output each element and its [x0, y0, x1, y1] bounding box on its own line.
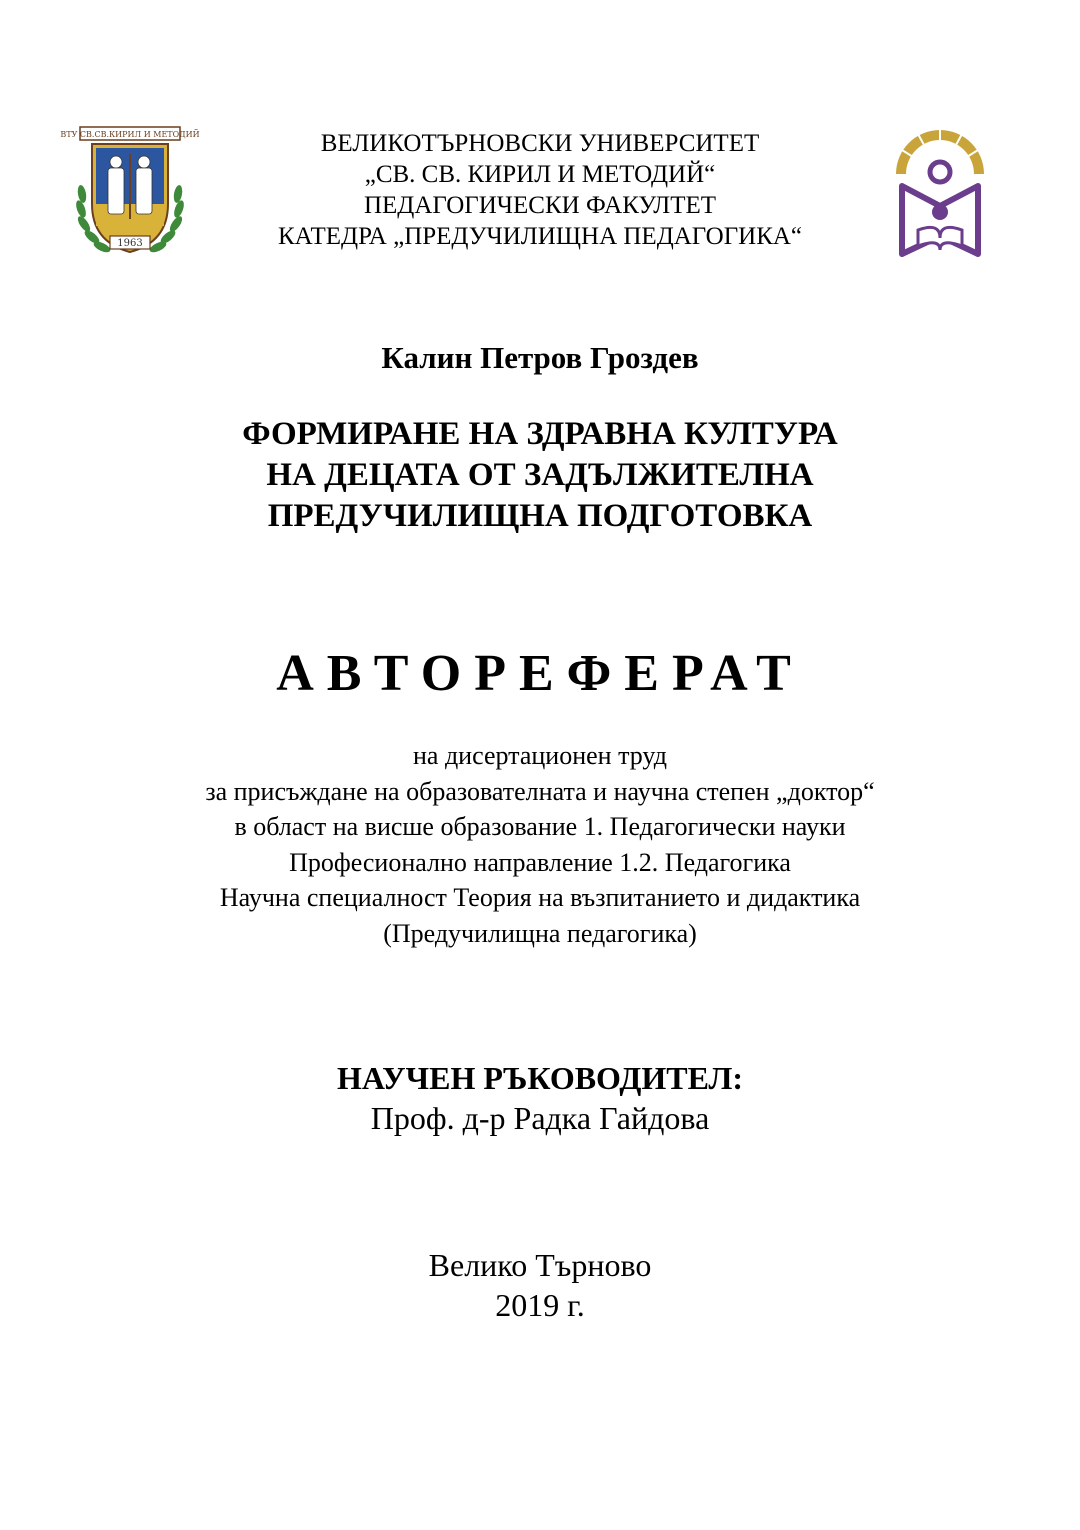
header-line-university: ВЕЛИКОТЪРНОВСКИ УНИВЕРСИТЕТ: [320, 130, 760, 157]
header-line-faculty: ПЕДАГОГИЧЕСКИ ФАКУЛТЕТ: [363, 192, 717, 219]
description-line-2: за присъждане на образователната и научна степен „доктор“: [205, 776, 875, 806]
header-line-saints: „СВ. СВ. КИРИЛ И МЕТОДИЙ“: [364, 161, 716, 188]
advisor-heading: НАУЧЕН РЪКОВОДИТЕЛ:: [336, 1060, 744, 1096]
faculty-emblem-icon: [890, 126, 990, 260]
thesis-title: [0, 414, 1080, 537]
dissertation-description: [0, 738, 1080, 951]
description-line-5: Научна специалност Теория на възпитанието и дидактика: [219, 883, 861, 912]
header-line-department: КАТЕДРА „ПРЕДУЧИЛИЩНА ПЕДАГОГИКА“: [277, 223, 803, 250]
crest-year-text: 1963: [117, 238, 143, 249]
description-line-4: Професионално направление 1.2. Педагогика: [289, 847, 791, 877]
publication-year: 2019 г.: [495, 1287, 585, 1323]
description-line-6: (Предучилищна педагогика): [383, 918, 697, 948]
description-line-3: в област на висше образование 1. Педагогически науки: [234, 812, 846, 841]
thesis-title-line-3: ПРЕДУЧИЛИЩНА ПОДГОТОВКА: [267, 498, 813, 534]
description-line-1: на дисертационен труд: [413, 741, 667, 770]
thesis-title-line-2: НА ДЕЦАТА ОТ ЗАДЪЛЖИТЕЛНА: [266, 457, 814, 493]
crest-banner-text: ВТУ СВ.СВ.КИРИЛ И МЕТОДИЙ: [60, 130, 200, 139]
advisor-name: Проф. д-р Радка Гайдова: [370, 1100, 710, 1136]
publication-place: Велико Търново: [428, 1247, 652, 1283]
thesis-title-line-1: ФОРМИРАНЕ НА ЗДРАВНА КУЛТУРА: [242, 416, 838, 452]
document-type-heading: АВТОРЕФЕРАТ: [276, 645, 804, 702]
author-name: Калин Петров Гроздев: [381, 340, 699, 375]
